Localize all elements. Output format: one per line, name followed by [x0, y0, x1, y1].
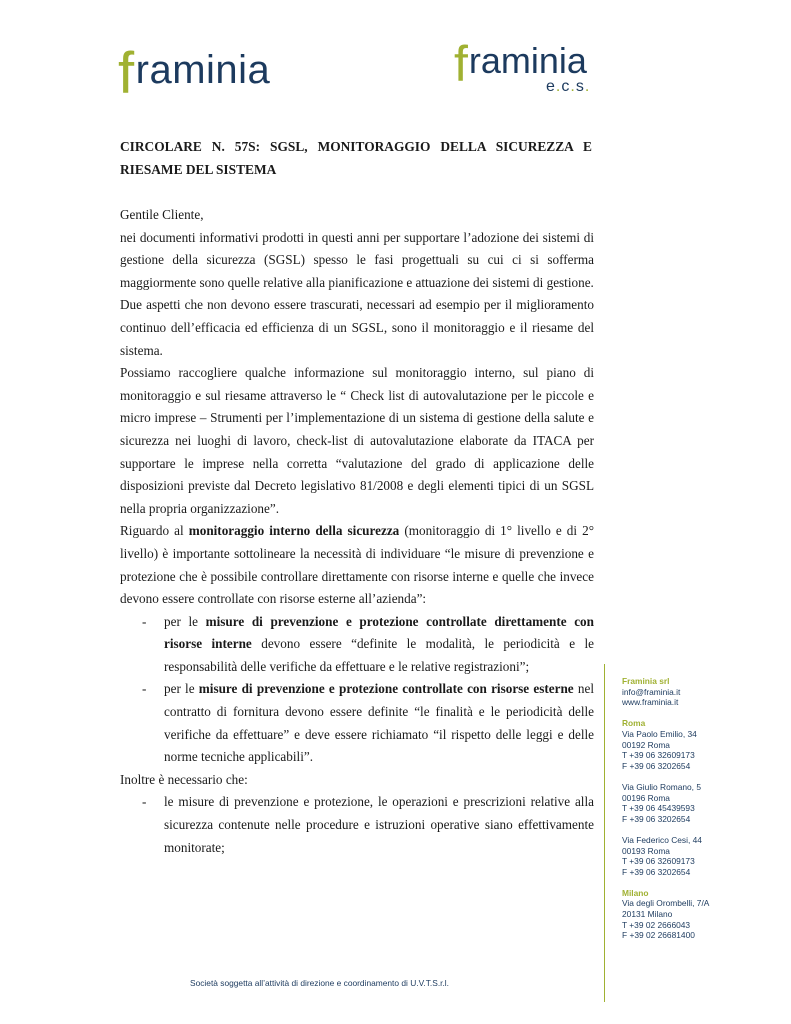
footer-note: Società soggetta all’attività di direzione e coordinamento di U.V.T.S.r.l. — [190, 978, 449, 988]
address-block: Via Federico Cesi, 44 00193 Roma T +39 06 32609173 F +39 06 3202654 — [622, 834, 702, 877]
sidebar-divider — [604, 664, 605, 1002]
paragraph: Due aspetti che non devono essere trascurati, necessari ad esempio per il miglioramento continuo dell’efficacia ed efficienza di un SGSL, sono il monitoraggio e il riesame del sistema. — [120, 297, 594, 358]
ecs-subtitle: e.c.s. — [546, 78, 591, 95]
email-link[interactable]: info@framinia.it — [622, 686, 681, 697]
greeting: Gentile Cliente, — [120, 207, 204, 222]
city-label: Roma — [622, 718, 646, 729]
paragraph: Possiamo raccogliere qualche informazione sul monitoraggio interno, sul piano di monitoraggio e sul riesame attraverso le “ Check list di autovalutazione per le piccole e micro imprese – Strumenti per l’implementazione di un sistema di gestione della salute e sicurezza nei luoghi di lavoro, check-list di autovalutazione elaborate da ITACA per supportare le imprese nella corretta “valutazione del grado di applicazione delle disposizioni previste dal Decreto legislativo 81/2008 e degli elementi tipici di un SGSL nella propria organizzazione”. — [120, 365, 594, 516]
list-item: - per le misure di prevenzione e protezione controllate direttamente con risorse interne devono essere “definite le modalità, le periodicità e le responsabilità delle verifiche da effettuare e le relative registrazioni”; — [142, 613, 594, 674]
city-label: Milano — [622, 887, 649, 898]
framinia-ecs-logo: framinia e.c.s. — [454, 36, 591, 95]
letter-body — [120, 202, 594, 859]
address-block: Via Giulio Romano, 5 00196 Roma T +39 06 45439593 F +39 06 3202654 — [622, 781, 701, 824]
address-block: Via degli Orombelli, 7/A 20131 Milano T +39 02 2666043 F +39 02 26681400 — [622, 898, 710, 941]
company-contacts — [622, 676, 782, 941]
paragraph: Riguardo al monitoraggio interno della sicurezza (monitoraggio di 1° livello e di 2° livello) è importante sottolineare la necessità di individuare “le misure di prevenzione e protezione che è possibile controllare direttamente con risorse interne e quelle che invece devono essere controllate con risorse esterne all’azienda”: — [120, 523, 594, 607]
paragraph: nei documenti informativi prodotti in questi anni per supportare l’adozione dei sistemi di gestione della sicurezza (SGSL) spesso le fasi progettuali su cui ci si sofferma maggiormente sono quelle relative alla pianificazione e attuazione dei sistemi di gestione. — [120, 229, 594, 290]
address-block: Via Paolo Emilio, 34 00192 Roma T +39 06 32609173 F +39 06 3202654 — [622, 728, 697, 771]
framinia-logo: framinia — [118, 41, 271, 106]
web-link[interactable]: www.framinia.it — [622, 697, 679, 708]
paragraph: Inoltre è necessario che: — [120, 771, 248, 787]
circular-title: CIRCOLARE N. 57S: SGSL, MONITORAGGIO DELLA SICUREZZA E RIESAME DEL SISTEMA — [120, 139, 592, 177]
list-item: - le misure di prevenzione e protezione, le operazioni e prescrizioni relative alla sicurezza contenute nelle procedure e istruzioni operative siano effettivamente monitorate; — [142, 794, 594, 855]
company-name: Framinia srl — [622, 676, 670, 686]
list-item: - per le misure di prevenzione e protezione controllate con risorse esterne nel contratto di fornitura devono essere definite “le finalità e le periodicità delle verifiche da effettuare” e deve essere richiamato “il rispetto delle leggi e delle norme tecniche applicabili”. — [142, 681, 594, 765]
